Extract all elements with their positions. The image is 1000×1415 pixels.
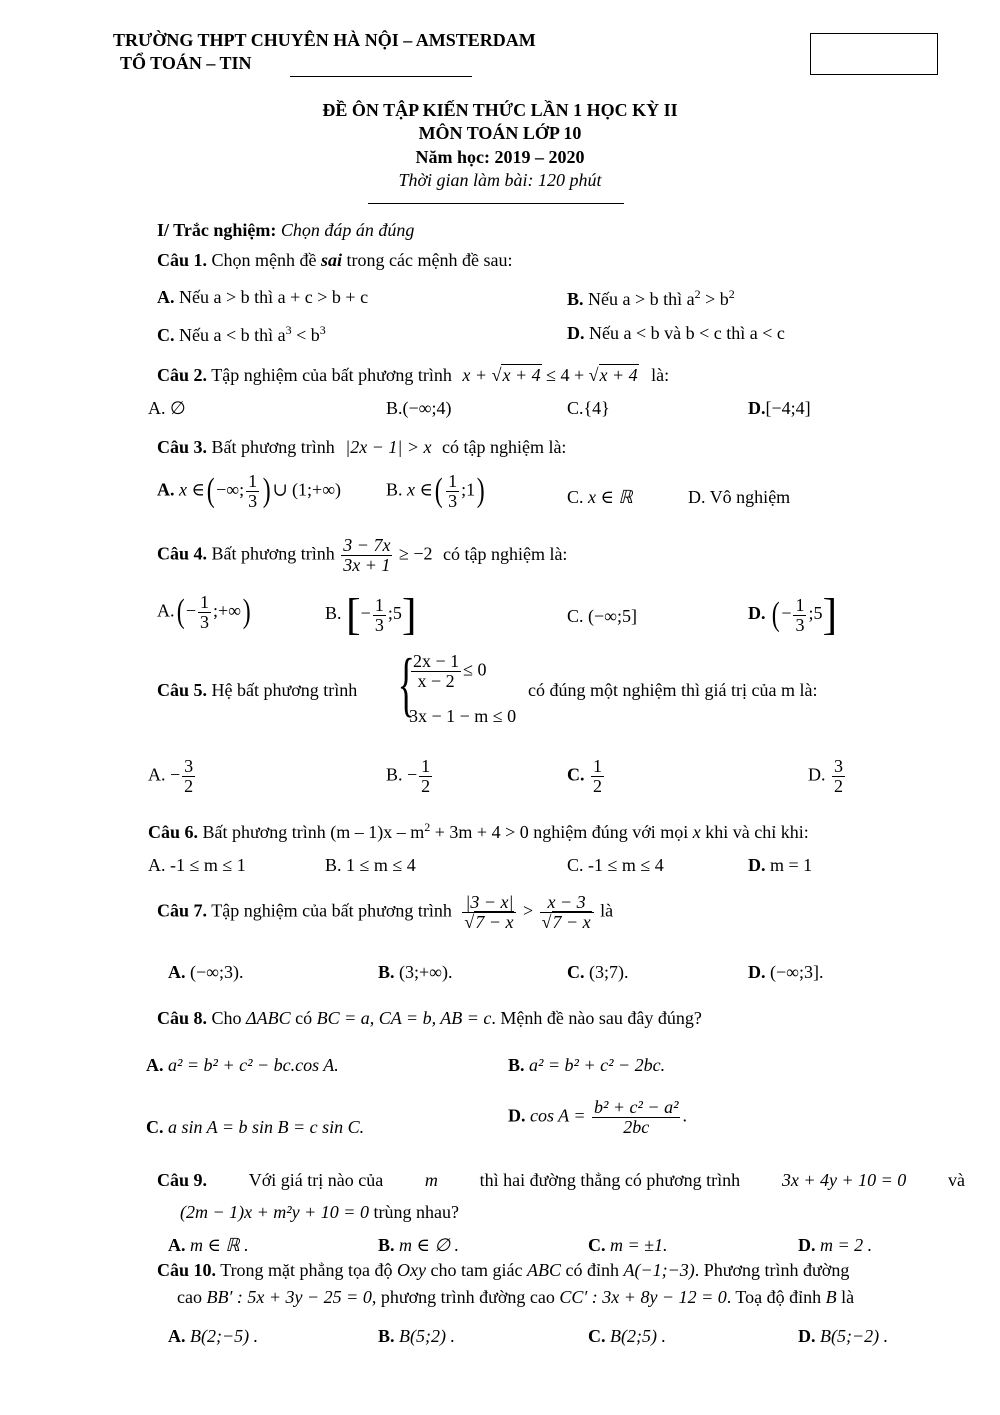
department: TỔ TOÁN – TIN <box>120 53 252 73</box>
q5-option-d: D. $\frac{3}{2}$ <box>808 756 843 796</box>
q8-option-b: B. a² = b² + c² − 2bc. <box>508 1055 666 1075</box>
question-8: Câu 8. Cho ΔABC có BC = a, CA = b, AB = c. Mệnh đề nào sau đây đúng? <box>157 1008 702 1028</box>
subject-title: MÔN TOÁN LỚP 10 <box>418 123 582 143</box>
q1-option-b: B. Nếu a > b thì $a^2 > b^2$ <box>567 287 735 309</box>
score-box <box>810 33 938 75</box>
q7-option-c: C. (3;7). <box>567 962 629 982</box>
q6-option-b: B. 1 ≤ m ≤ 4 <box>325 855 416 875</box>
question-6: Câu 6. Bất phương trình $(m - 1)x - m^2 + 3m + 4 > 0$ nghiệm đúng với mọi x khi và chỉ khi: <box>148 820 809 842</box>
question-10-line1: Câu 10. Trong mặt phẳng tọa độ Oxy cho tam giác ABC có đỉnh A(−1;−3). Phương trình đường <box>157 1260 850 1280</box>
question-4: Câu 4. Bất phương trình $\frac{3 - 7x}{3x + 1}$ ≥ −2 có tập nghiệm là: <box>157 535 568 575</box>
q8-option-d: D. cos A = $\frac{\text{b² + c² − a²}}{2bc}$ . <box>508 1097 687 1137</box>
q7-option-b: B. (3;+∞). <box>378 962 453 982</box>
q3-option-d: D. Vô nghiệm <box>688 487 791 507</box>
exam-title: ĐỀ ÔN TẬP KIẾN THỨC LẦN 1 HỌC KỲ II <box>322 100 678 120</box>
section-heading: I/ Trắc nghiệm: Chọn đáp án đúng <box>157 220 415 240</box>
q4-option-c: C. (−∞;5] <box>567 606 637 626</box>
q1-option-d: D. Nếu a < b và b < c thì a < c <box>567 323 785 343</box>
question-3: Câu 3. Bất phương trình |2x − 1| > x có tập nghiệm là: <box>157 437 567 457</box>
q10-option-d: D. B(5;−2) . <box>798 1326 889 1346</box>
q3-option-a: A. x ∈(−∞; $\frac{1}{3}$ )∪ (1;+∞) <box>157 471 342 511</box>
school-year: Năm học: 2019 – 2020 <box>415 147 585 167</box>
school-name: TRƯỜNG THPT CHUYÊN HÀ NỘI – AMSTERDAM <box>113 30 536 50</box>
q1-option-a: A. Nếu a > b thì a + c > b + c <box>157 287 369 307</box>
q6-option-a: A. -1 ≤ m ≤ 1 <box>148 855 246 875</box>
q5-condition: có đúng một nghiệm thì giá trị của m là: <box>528 680 818 700</box>
q9-option-b: B. m ∈ ∅ . <box>378 1235 460 1255</box>
q5-option-b: B. − $\frac{1}{2}$ <box>386 756 431 796</box>
q6-option-c: C. -1 ≤ m ≤ 4 <box>567 855 664 875</box>
header-underline <box>290 76 472 77</box>
question-1: Câu 1. Chọn mệnh đề sai trong các mệnh đề sau: <box>157 250 513 270</box>
q4-option-a: A.(− $\frac{1}{3}$ ;+∞) <box>157 592 251 632</box>
exam-time: Thời gian làm bài: 120 phút <box>398 170 602 190</box>
q7-option-a: A. (−∞;3). <box>168 962 244 982</box>
q3-option-b: B. x ∈( $\frac{1}{3}$ ;1) <box>386 471 485 511</box>
q3-option-c: C. x ∈ ℝ <box>567 487 633 507</box>
q10-option-c: C. B(2;5) . <box>588 1326 666 1346</box>
q1-option-c: C. Nếu a < b thì $a^3 < b^3$ <box>157 323 326 345</box>
q8-option-c: C. a sin A = b sin B = c sin C. <box>146 1117 365 1137</box>
q9-option-c: C. m = ±1. <box>588 1235 668 1255</box>
q2-option-b: B.(−∞;4) <box>386 398 452 418</box>
question-2: Câu 2. Tập nghiệm của bất phương trình x + √x + 4 ≤ 4 + √x + 4 là: <box>157 365 670 385</box>
q9-option-a: A. m ∈ ℝ . <box>168 1235 249 1255</box>
q10-option-a: A. B(2;−5) . <box>168 1326 259 1346</box>
q9-option-d: D. m = 2 . <box>798 1235 873 1255</box>
question-9-line1: Câu 9. Với giá trị nào của m thì hai đường thẳng có phương trình 3x + 4y + 10 = 0 và <box>157 1170 965 1190</box>
question-9-line2: (2m − 1)x + m²y + 10 = 0 trùng nhau? <box>180 1202 459 1222</box>
q2-option-d: D.[−4;4] <box>748 398 811 418</box>
question-5-label: Câu 5. Hệ bất phương trình <box>157 680 358 700</box>
q2-option-a: A. ∅ <box>148 398 186 418</box>
q6-option-d: D. m = 1 <box>748 855 813 875</box>
q5-option-a: A. − $\frac{3}{2}$ <box>148 756 194 796</box>
title-underline <box>368 203 624 204</box>
q4-option-d: D. (− $\frac{1}{3}$ ;5] <box>748 590 838 639</box>
question-10-line2: cao BB′ : 5x + 3y − 25 = 0, phương trình đường cao CC′ : 3x + 8y − 12 = 0. Toạ độ đỉnh B là <box>177 1287 855 1307</box>
q7-option-d: D. (−∞;3]. <box>748 962 824 982</box>
q2-option-c: C.{4} <box>567 398 610 418</box>
q5-option-c: C. $\frac{1}{2}$ <box>567 756 602 796</box>
q5-system: { $\frac{2x - 1}{x - 2}$ ≤ 0 3x − 1 − m ≤ 0 <box>397 644 517 726</box>
q10-option-b: B. B(5;2) . <box>378 1326 455 1346</box>
q4-option-b: B. [− $\frac{1}{3}$ ;5] <box>325 590 417 639</box>
question-7: Câu 7. Tập nghiệm của bất phương trình $\frac{|3 - x|}{√7 - x}$ > $\frac{x - 3}{√7 - x}$ là <box>157 892 614 932</box>
q8-option-a: A. a² = b² + c² − bc.cos A. <box>146 1055 339 1075</box>
